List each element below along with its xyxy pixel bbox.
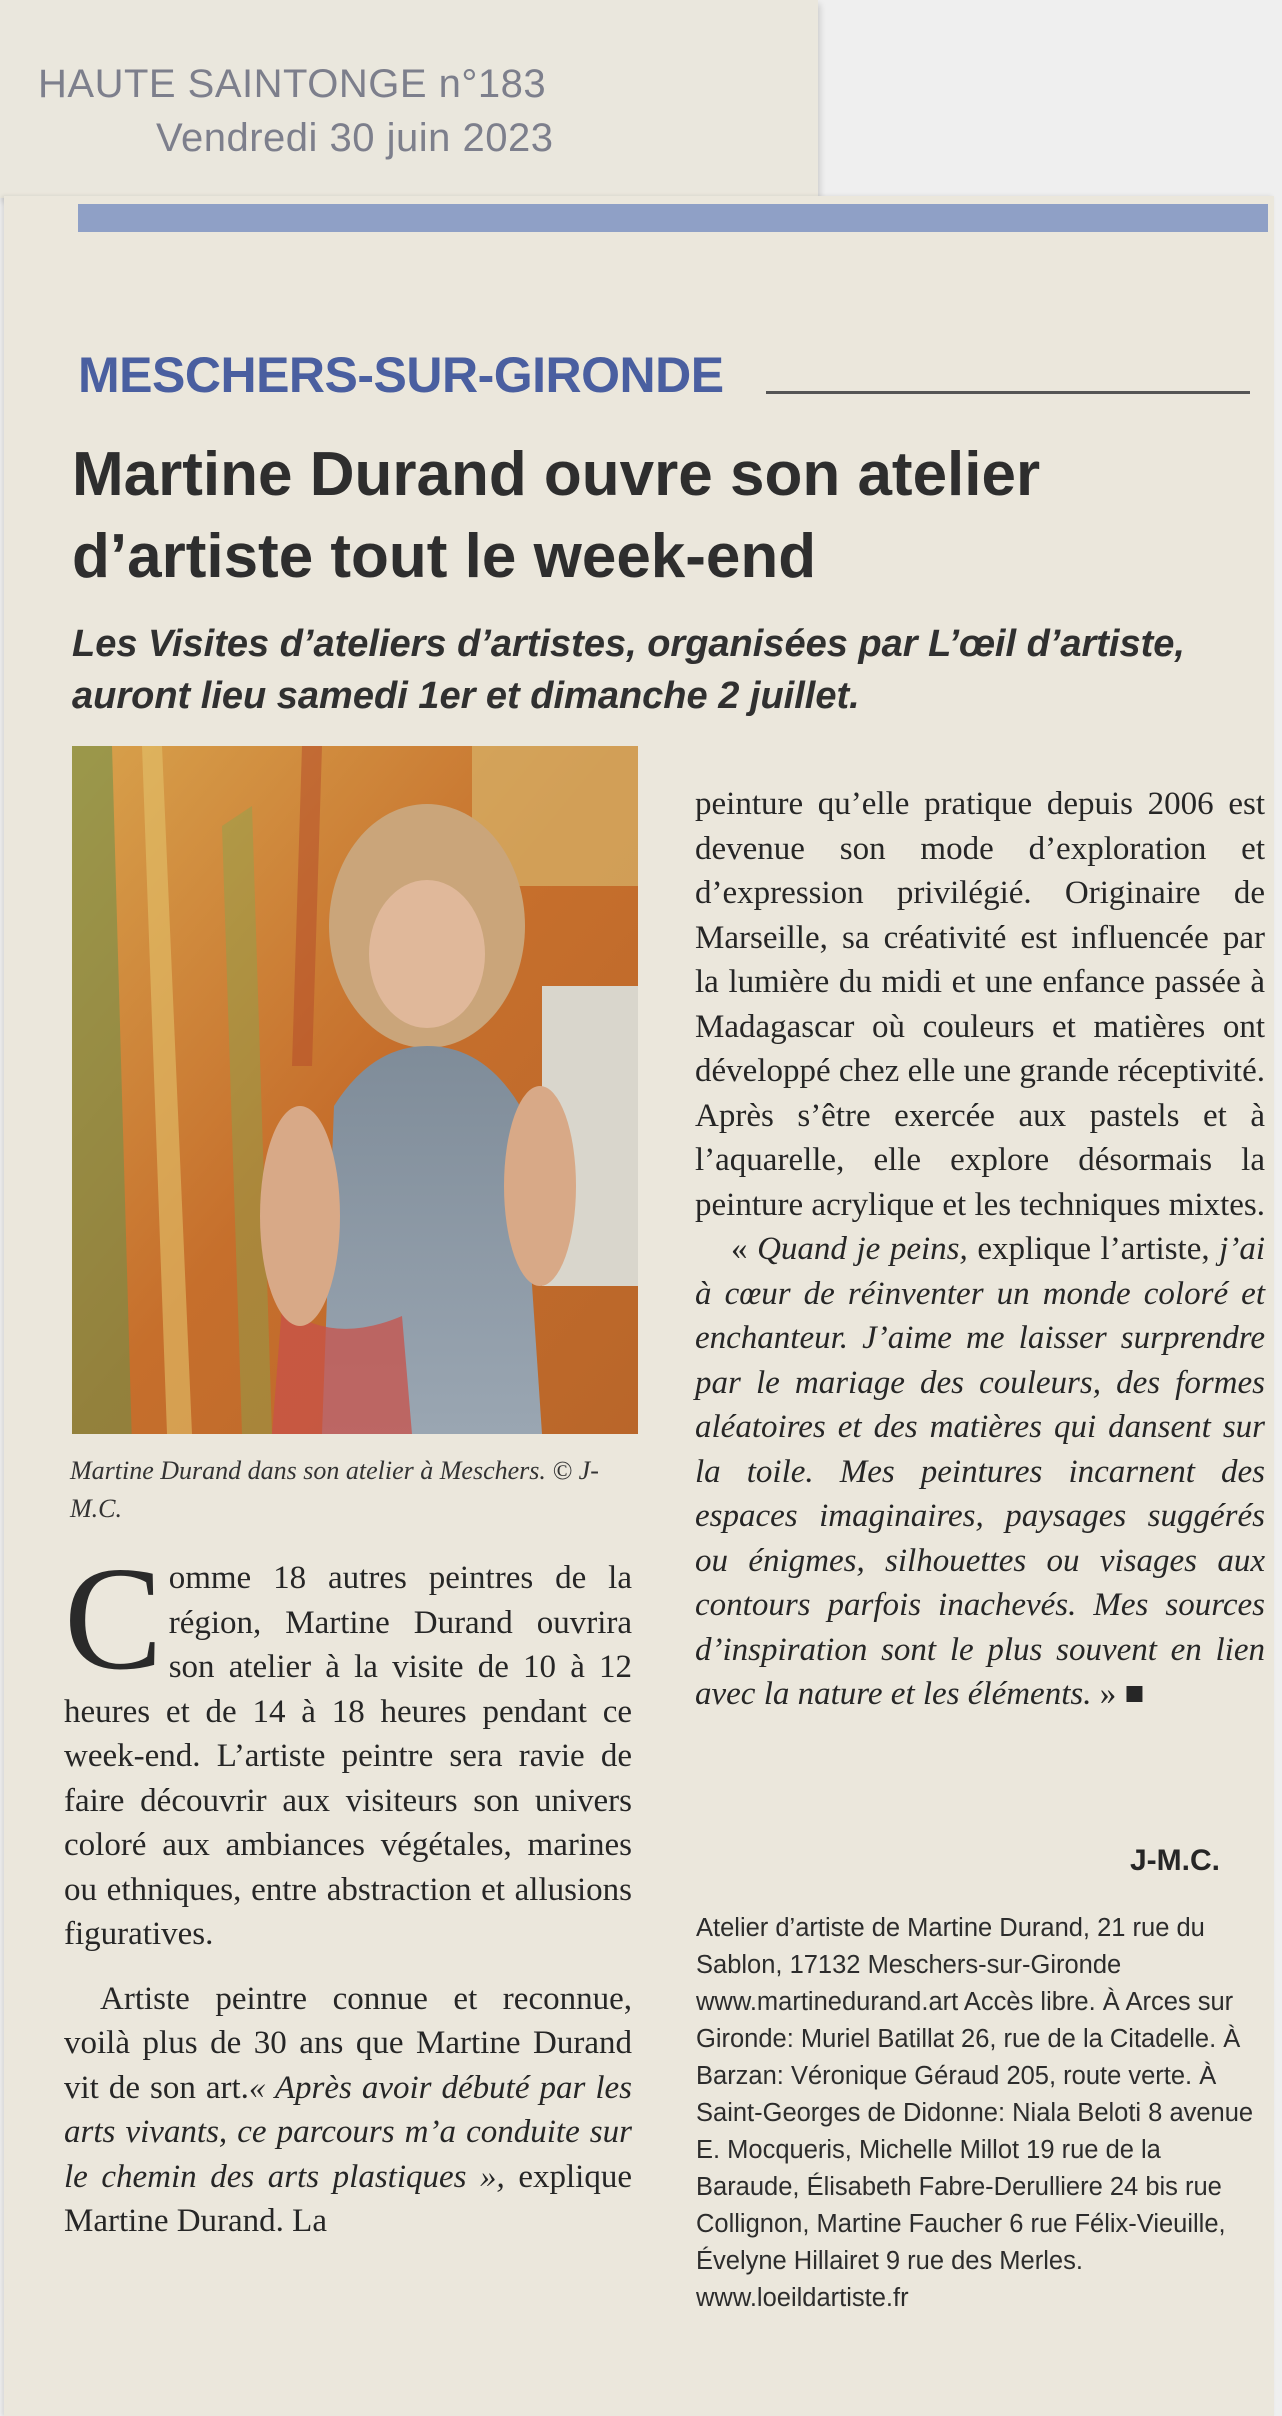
article-dek: Les Visites d’ateliers d’artistes, organisées par L’œil d’artiste, auront lieu samedi 1er et dimanche 2 juillet. (72, 623, 1185, 717)
drop-cap: C (64, 1537, 163, 1701)
paragraph-quote (695, 1227, 1265, 1717)
career-quote: « Après avoir débuté par les arts vivants, ce parcours m’a conduite sur le chemin des arts plastiques », (64, 2069, 632, 2195)
rubric-rule (766, 391, 1250, 394)
artist-photo (72, 746, 638, 1434)
paragraph-intro (64, 1537, 632, 1957)
publication-name: HAUTE SAINTONGE n°183 (38, 62, 547, 106)
section-rubric: MESCHERS-SUR-GIRONDE (78, 347, 724, 403)
right-column (695, 782, 1265, 1717)
quote-part-c: j’ai à cœur de réinventer un monde coloré et enchanteur. J’aime me laisser surprendre par le mariage des couleurs, des formes aléatoires et des matières qui dansent sur la toile. Mes peintures incarnent des espaces imaginaires, paysages suggérés ou énigmes, silhouettes ou visages aux contours parfois inachevés. Mes sources d’inspiration sont le plus souvent en lien avec la nature et les éléments. (695, 1231, 1265, 1712)
photo-caption: Martine Durand dans son atelier à Meschers. © J-M.C. (70, 1456, 599, 1523)
career-tail: explique Martine Durand. La (64, 2158, 632, 2239)
paragraph-painting: peinture qu’elle pratique depuis 2006 est devenue son mode d’exploration et d’expression privilégié. Originaire de Marseille, sa créativité est influencée par la lumière du midi et une enfance passée à Madagascar où couleurs et matières ont développé chez elle une grande réceptivité. Après s’être exercée aux pastels et à l’aquarelle, elle explore désormais la peinture acrylique et les techniques mixtes. (695, 786, 1265, 1223)
article-headline: Martine Durand ouvre son atelier d’artiste tout le week-end (72, 440, 1041, 591)
author-signature: J-M.C. (1130, 1844, 1220, 1877)
artist-photo-illustration (72, 746, 638, 1434)
quote-close: » ■ (1091, 1676, 1145, 1712)
info-text: Atelier d’artiste de Martine Durand, 21 rue du Sablon, 17132 Meschers-sur-Gironde www.martinedurand.art Accès libre. À Arces sur Gironde: Muriel Batillat 26, rue de la Citadelle. À Barzan: Véronique Géraud 205, route verte. À Saint-Georges de Didonne: Niala Beloti 8 avenue E. Mocqueris, Michelle Millot 19 rue de la Baraude, Élisabeth Fabre-Derulliere 24 bis rue Collignon, Martine Faucher 6 rue Félix-Vieuille, Évelyne Hillairet 9 rue des Merles. (696, 1914, 1254, 2275)
clipping-header-stub (0, 0, 818, 198)
quote-part-a: Quand je peins, (757, 1231, 968, 1267)
info-box (696, 1910, 1262, 2317)
publication-date: Vendredi 30 juin 2023 (156, 116, 554, 160)
career-text: Artiste peintre connue et reconnue, voilà plus de 30 ans que Martine Durand vit de son art. (64, 1980, 632, 2106)
info-website: www.loeildartiste.fr (696, 2284, 909, 2312)
intro-text: omme 18 autres peintres de la région, Martine Durand ouvrira son atelier à la visite de 10 à 12 heures et de 14 à 18 heures pendant ce week-end. L’artiste peintre sera ravie de faire découvrir aux visiteurs son univers coloré aux ambiances végétales, marines ou ethniques, entre abstraction et allusions figuratives. (64, 1560, 632, 1952)
left-column (64, 1537, 632, 2244)
paragraph-career (64, 1977, 632, 2244)
quote-open: « (731, 1231, 758, 1267)
quote-attribution: explique l’artiste, (967, 1231, 1220, 1267)
top-color-bar (78, 204, 1268, 232)
